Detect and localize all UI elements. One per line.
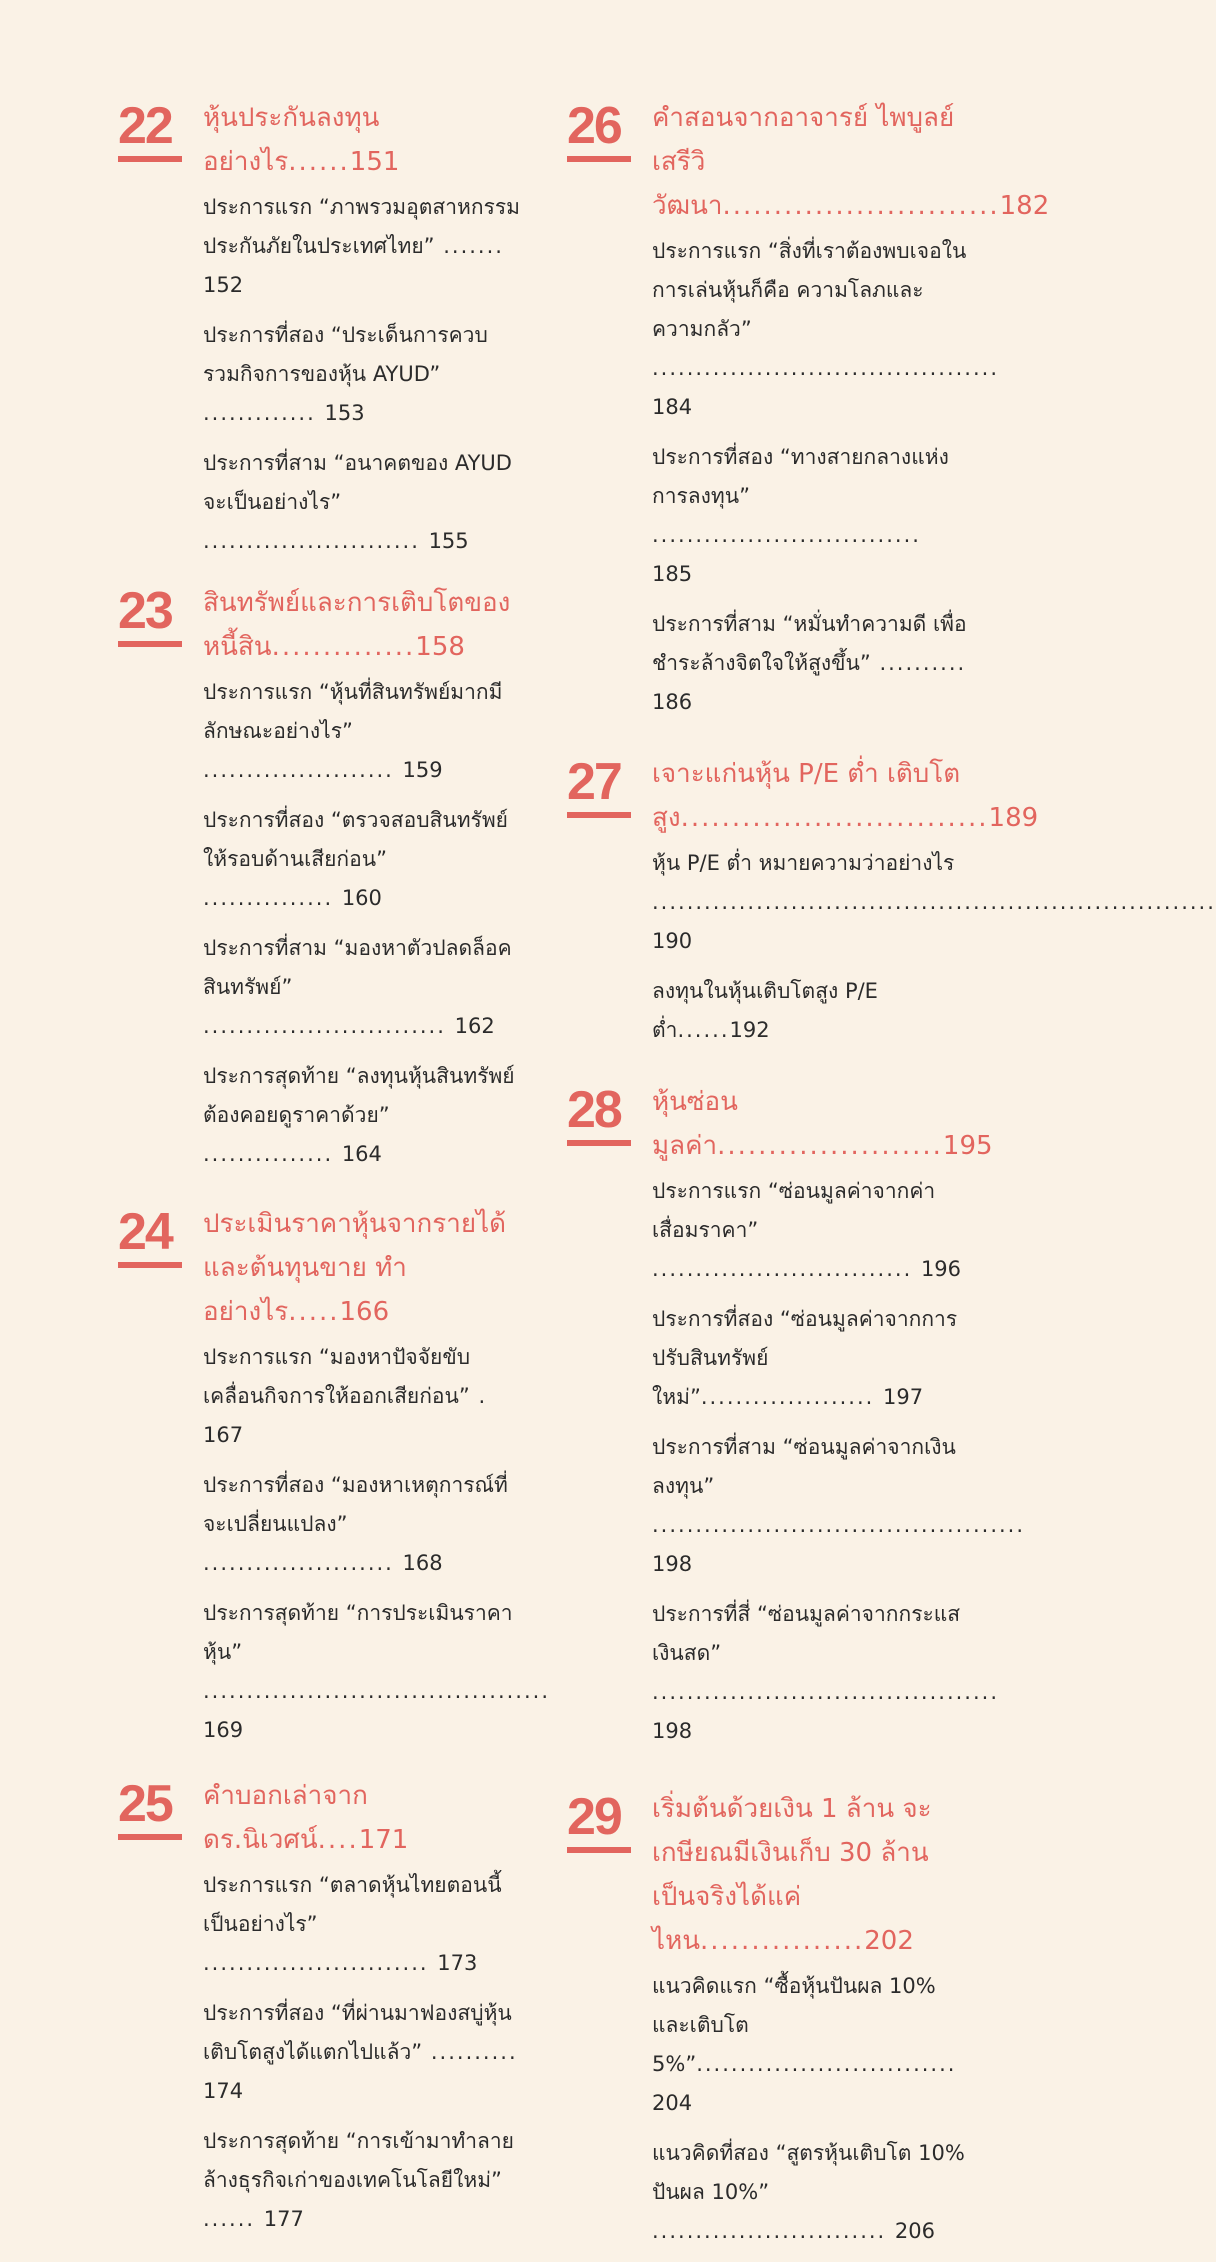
chapter-title[interactable]: ประเมินราคาหุ้นจากรายได้และต้นทุนขาย ทำอย่างไร.....166 [203,1209,507,1327]
toc-chapter-23 [118,581,520,1174]
chapter-title[interactable]: หุ้นซ่อนมูลค่า......................195 [652,1087,993,1161]
chapter-page-number: 171 [358,1825,409,1855]
entry-page-number: 167 [203,1423,244,1447]
toc-entry[interactable]: ประการแรก “ตลาดหุ้นไทยตอนนี้เป็นอย่างไร” .......................... 173 [203,1873,502,1975]
entry-page-number: 204 [652,2091,693,2115]
chapter-number: 29 [567,1789,631,1853]
toc-chapter-22 [118,96,520,561]
toc-entry[interactable]: ประการที่สี่ “ซ่อนมูลค่าจากกระแสเงินสด” ........................................ 198 [652,1602,1000,1743]
chapter-page-number: 189 [988,803,1039,833]
toc-chapter-28 [567,1080,1026,1751]
toc-entry[interactable]: ประการที่สาม “อนาคตของ AYUD จะเป็นอย่างไร” ......................... 155 [203,451,512,553]
chapter-page-number: 158 [415,632,465,662]
chapter-title[interactable]: หุ้นประกันลงทุนอย่างไร......151 [203,103,400,177]
chapter-title[interactable]: สินทรัพย์และการเติบโตของหนี้สิน..............158 [203,588,511,662]
toc-entry[interactable]: ประการที่สอง “มองหาเหตุการณ์ที่จะเปลี่ยนแปลง” ...................... 168 [203,1473,508,1575]
toc-chapter-27 [567,752,1216,1050]
chapter-number: 24 [118,1204,182,1268]
toc-entry[interactable]: ประการที่สาม “หมั่นทำความดี เพื่อชำระล้างจิตใจให้สูงขึ้น” .......... 186 [652,612,967,714]
chapter-number: 25 [118,1776,182,1840]
entry-page-number: 197 [883,1385,924,1409]
entry-page-number: 184 [652,395,693,419]
entry-page-number: 198 [652,1719,693,1743]
chapter-title[interactable]: คำบอกเล่าจาก ดร.นิเวศน์....171 [203,1781,409,1855]
chapter-number: 23 [118,583,182,647]
toc-entry[interactable]: แนวคิดที่สอง “สูตรหุ้นเติบโต 10% ปันผล 10%” ........................... 206 [652,2141,965,2243]
entry-page-number: 152 [203,273,244,297]
chapter-page-number: 202 [864,1926,914,1956]
chapter-page-number: 166 [339,1297,390,1327]
chapter-title[interactable]: เจาะแก่นหุ้น P/E ต่ำ เติบโตสูง..............................189 [652,759,1039,833]
toc-chapter-24 [118,1202,551,1750]
entry-page-number: 206 [894,2219,936,2243]
toc-left-column [118,96,551,2250]
entry-page-number: 168 [402,1551,443,1575]
entry-page-number: 164 [341,1142,382,1166]
entry-page-number: 160 [341,886,382,910]
entry-page-number: 198 [652,1552,693,1576]
toc-right-column [567,96,1216,2262]
entry-page-number: 162 [454,1014,495,1038]
toc-entry[interactable]: ประการแรก “มองหาปัจจัยขับเคลื่อนกิจการให้ออกเสียก่อน” . 167 [203,1345,488,1447]
chapter-title[interactable]: คำสอนจากอาจารย์ ไพบูลย์ เสรีวิวัฒนา...........................182 [652,103,1050,221]
toc-entry[interactable]: ประการสุดท้าย “ลงทุนหุ้นสินทรัพย์ต้องคอยดูราคาด้วย” ............... 164 [203,1064,515,1166]
chapter-number: 28 [567,1082,631,1146]
toc-entry[interactable]: ประการที่สอง “ซ่อนมูลค่าจากการปรับสินทรัพย์ใหม่”.................... 197 [652,1307,958,1409]
toc-entry[interactable]: ประการแรก “สิ่งที่เราต้องพบเจอในการเล่นหุ้นก็คือ ความโลภและความกลัว” ........................................ 184 [652,239,1000,419]
toc-entry[interactable]: ประการที่สาม “ซ่อนมูลค่าจากเงินลงทุน” ........................................... 198 [652,1435,1026,1576]
toc-entry[interactable]: แนวคิดแรก “ซื้อหุ้นปันผล 10% และเติบโต 5%”.............................. 204 [652,1974,957,2115]
entry-page-number: 196 [920,1257,962,1281]
toc-entry[interactable]: ประการแรก “หุ้นที่สินทรัพย์มากมีลักษณะอย่างไร” ...................... 159 [203,680,503,782]
entry-page-number: 159 [402,758,443,782]
toc-chapter-25 [118,1774,520,2239]
toc-entry[interactable]: ประการที่สอง “ประเด็นการควบรวมกิจการของหุ้น AYUD” ............. 153 [203,323,488,425]
chapter-page-number: 182 [999,191,1050,221]
chapter-page-number: 195 [942,1131,993,1161]
entry-page-number: 177 [263,2207,304,2231]
chapter-number: 22 [118,98,182,162]
chapter-number: 26 [567,98,631,162]
toc-entry[interactable]: ประการที่สอง “ตรวจสอบสินทรัพย์ให้รอบด้านเสียก่อน” ............... 160 [203,808,508,910]
toc-entry[interactable]: ประการที่สอง “ที่ผ่านมาฟองสบู่หุ้นเติบโตสูงได้แตกไปแล้ว” .......... 174 [203,2001,518,2103]
toc-chapter-26 [567,96,1050,722]
entry-page-number: 173 [437,1951,478,1975]
entry-page-number: 192 [729,1018,770,1042]
toc-entry[interactable]: ประการสุดท้าย “การประเมินราคาหุ้น” ........................................ 169 [203,1601,551,1742]
entry-page-number: 185 [652,562,693,586]
toc-chapter-29 [567,1787,969,2251]
entry-page-number: 153 [324,401,365,425]
chapter-page-number: 151 [349,147,400,177]
entry-page-number: 155 [428,529,469,553]
chapter-title[interactable]: เริ่มต้นด้วยเงิน 1 ล้าน จะเกษียณมีเงินเก็บ 30 ล้าน เป็นจริงได้แค่ไหน................202 [652,1794,932,1956]
toc-entry[interactable]: ประการที่สาม “มองหาตัวปลดล็อคสินทรัพย์” ............................ 162 [203,936,512,1038]
toc-entry[interactable]: ประการสุดท้าย “การเข้ามาทำลายล้างธุรกิจเก่าของเทคโนโลยีใหม่” ...... 177 [203,2129,514,2231]
toc-entry[interactable]: ลงทุนในหุ้นเติบโตสูง P/E ต่ำ......192 [652,979,878,1042]
toc-entry[interactable]: ประการแรก “ภาพรวมอุตสาหกรรมประกันภัยในประเทศไทย” ....... 152 [203,195,520,297]
toc-entry[interactable]: หุ้น P/E ต่ำ หมายความว่าอย่างไร ................................................................. 190 [652,851,1216,953]
toc-entry[interactable]: ประการแรก “ซ่อนมูลค่าจากค่าเสื่อมราคา” .............................. 196 [652,1179,962,1281]
toc-entry[interactable]: ประการที่สอง “ทางสายกลางแห่งการลงทุน” ............................... 185 [652,445,949,586]
entry-page-number: 174 [203,2079,244,2103]
chapter-number: 27 [567,754,631,818]
entry-page-number: 186 [652,690,693,714]
entry-page-number: 169 [203,1718,244,1742]
entry-page-number: 190 [652,929,693,953]
